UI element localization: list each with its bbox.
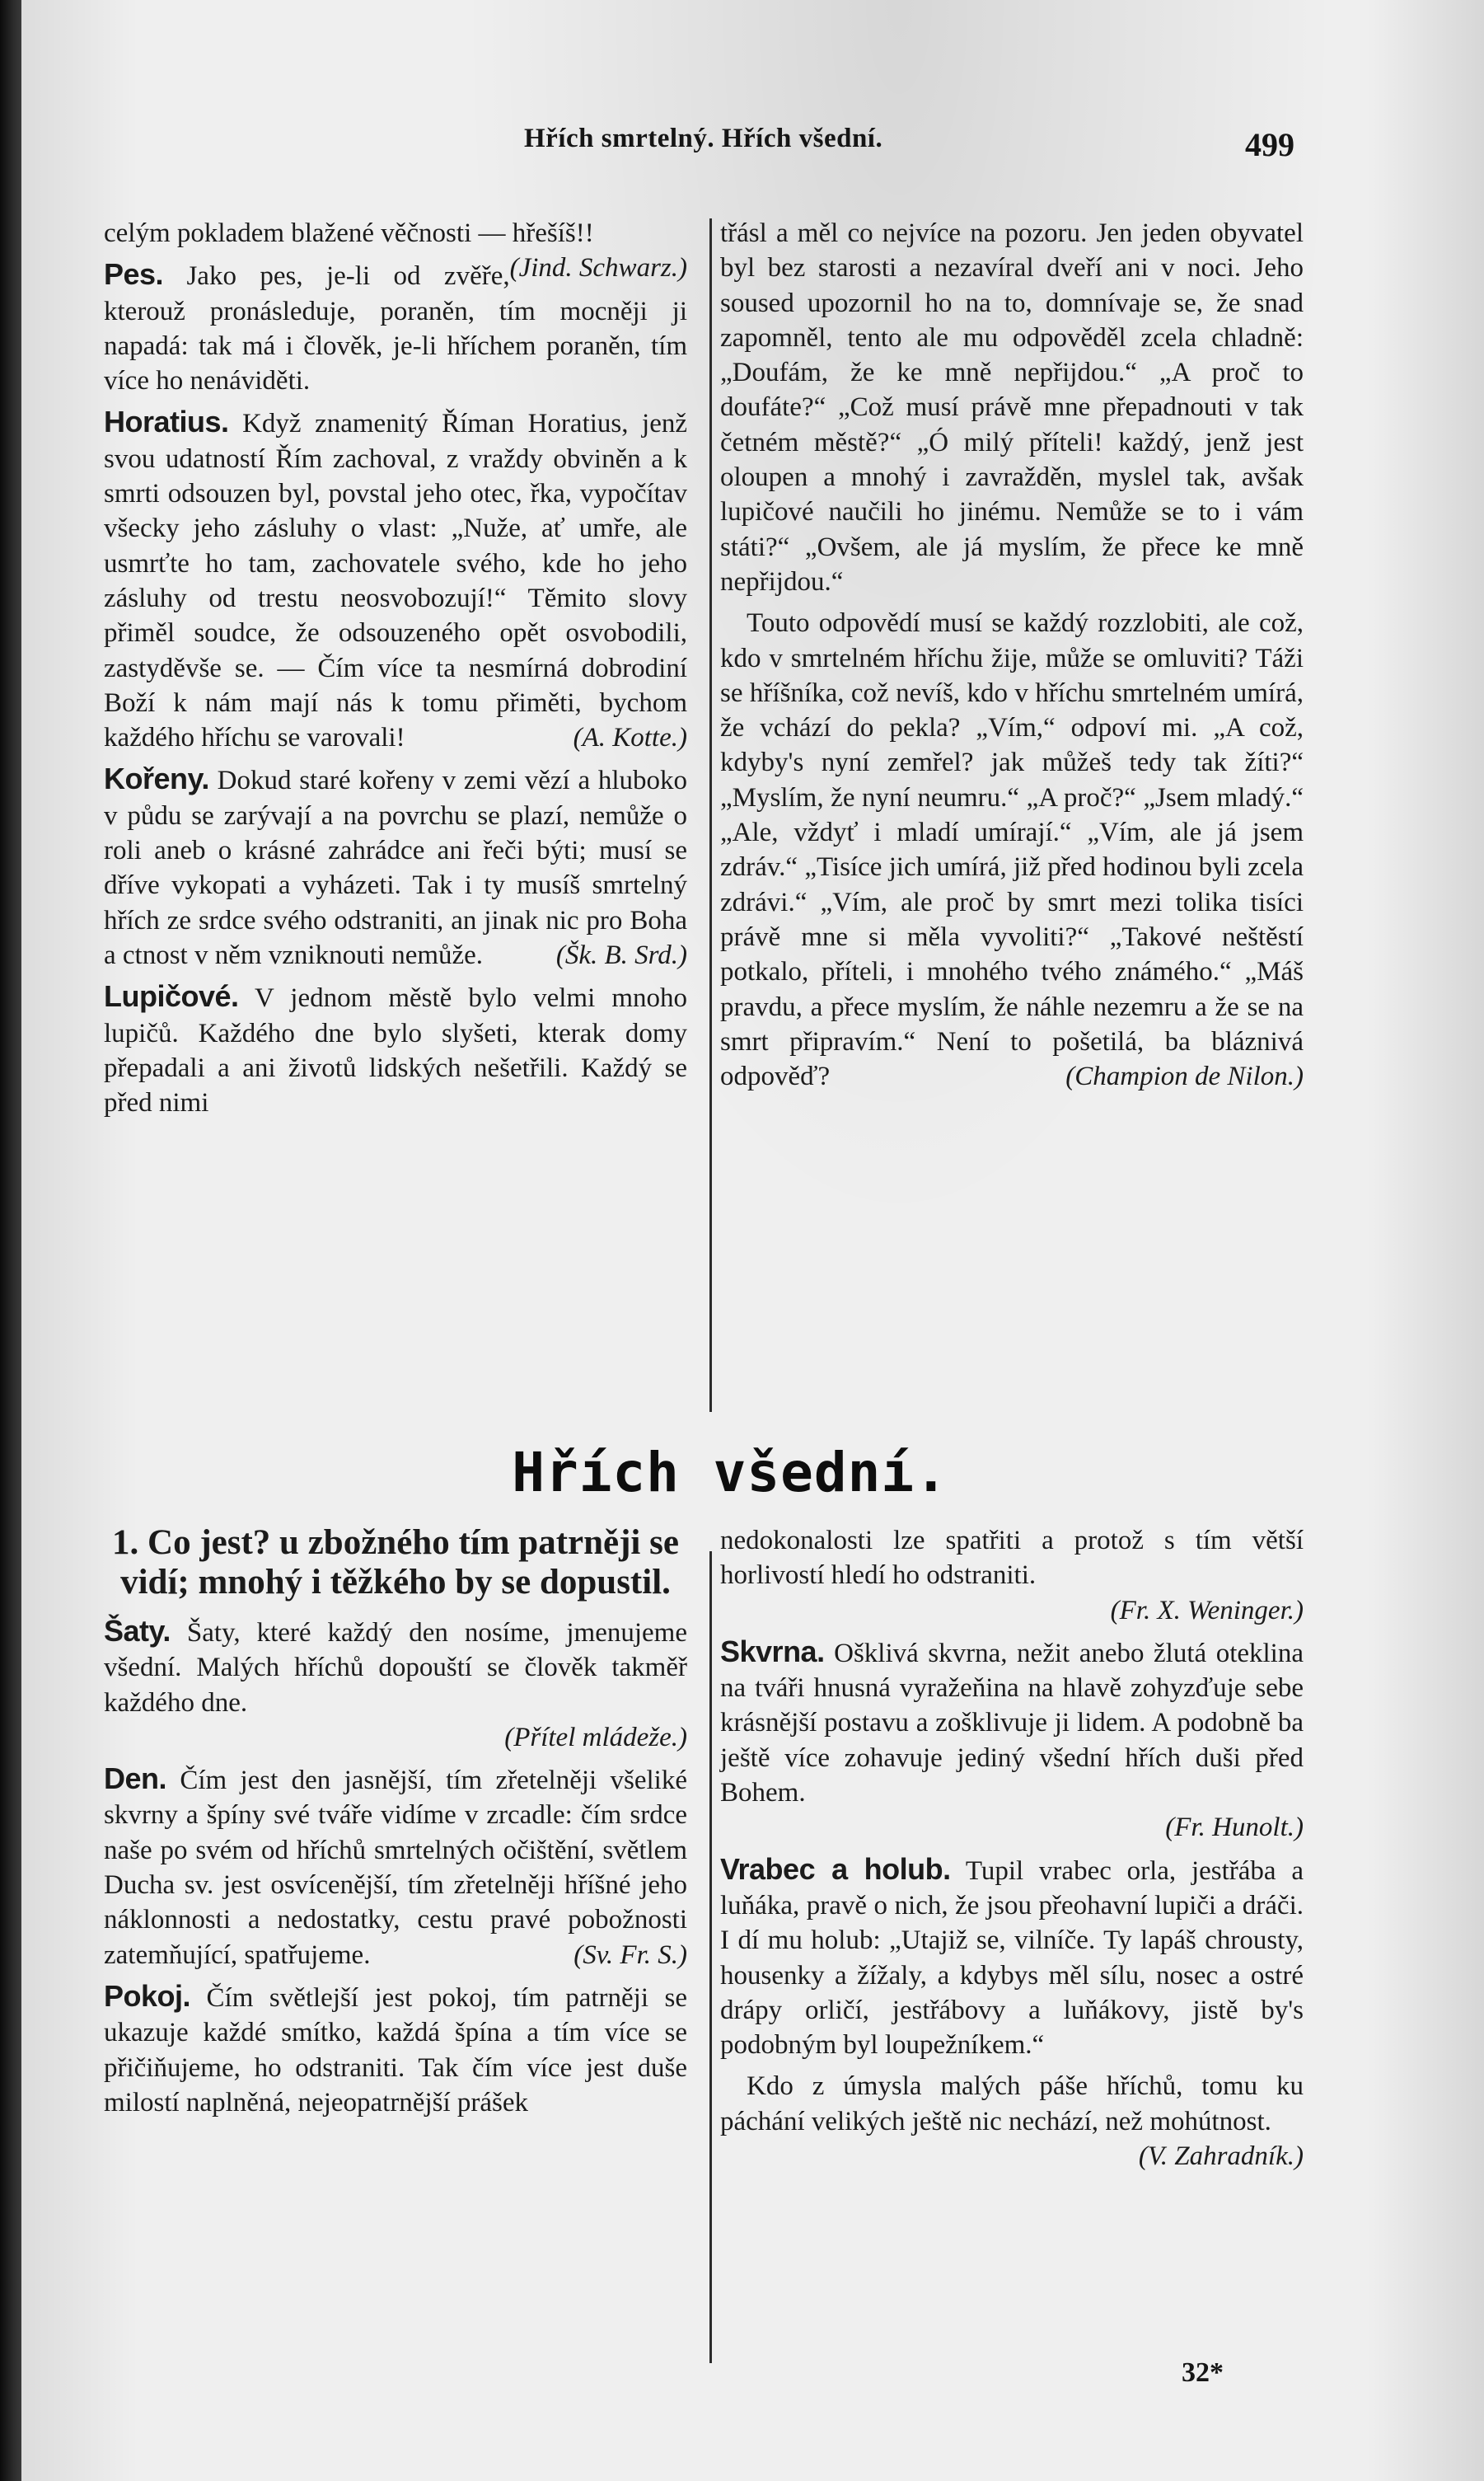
keyword: Lupičové. xyxy=(104,979,239,1014)
keyword: Kořeny. xyxy=(104,762,209,796)
paragraph-vrabec: Vrabec a holub. Tupil vrabec orla, jestřába a luňáka, pravě o nich, že jsou přeohavní lupiči a dráči. I dí mu holub: „Utajiž se, vilníče. Ty lapáš chrousty, housenky a žížaly, a kdybys měl sílu, nosec a ostré drápy orličí, jestřábovy a luňákovy, jistě by's podobným byl loupežníkem.“ xyxy=(720,1851,1304,2061)
paragraph-continued: třásl a měl co nejvíce na pozoru. Jen jeden obyvatel byl bez starosti a nezavíral dveří ani v noci. Jeho soused upozornil ho na to, domnívaje se, že snad zapomněl, tento ale mu odpověděl zcela chladně: „Doufám, že ke mně nepřijdou.“ „A proč to doufáte?“ „Což musí právě mne přepadnouti v tak četném městě?“ „Ó milý příteli! každý, jenž jest oloupen a mnohý i zavražděn, myslel tak, avšak lupičové naučili ho jinému. Nemůže se to i vám státi?“ „Ovšem, ale já myslím, že přece ke mně nepřijdou.“ xyxy=(720,218,1304,597)
paragraph-odpoved: Touto odpovědí musí se každý rozzlobiti, ale což, kdo v smrtelném hříchu žije, může se omluviti? Táži se hříšníka, což nevíš, kdo v hříchu smrtelném umírá, že vchází do pekla? „Vím,“ odpoví mi. „A což, kdyby's nyní zemřel? jak můžeš tedy tak žíti?“ „Myslím, že nyní neumru.“ „A proč?“ „Jsem mladý.“ „Ale, vždyť i mladí umírají.“ „Vím, ale já jsem zdráv.“ „Tisíce jich umírá, již před hodinou byli zcela zdrávi.“ „Vím, ale proč by smrt mezi tolika tisíci právě mne si měla vyvoliti?“ „Takové neštěstí potkalo, příteli, i mnohého tvého známého.“ „Máš pravdu, a přece myslím, že náhle nezemru a že se na smrt připravím.“ Není to pošetilá, ba bláznivá odpověď? (Champion de Nilon.) xyxy=(720,606,1304,1094)
keyword: Šaty. xyxy=(104,1614,171,1648)
paragraph-horatius: Horatius. Když znamenitý Říman Horatius, jenž svou udatností Řím zachoval, z vraždy obviněn a k smrti odsouzen byl, povstal jeho otec, řka, vypočítav všecky jeho zásluhy o vlast: „Nuže, ať umře, ale usmrťte ho tam, zachovatele svého, kde ho jeho zásluhy od trestu neosvobozují!“ Těmito slovy přiměl soudce, že odsouzeného opět osvobodili, zastyděvše se. — Čím více ta nesmírná dobrodiní Boží k nám mají nás k tomu přiměti, bychom každého hříchu se varovali! (A. Kotte.) xyxy=(104,405,687,755)
source-citation: (A. Kotte.) xyxy=(573,723,687,753)
source-citation: (Fr. Hunolt.) xyxy=(1165,1813,1304,1843)
bottom-left-column xyxy=(104,1523,687,2120)
paragraph-pes: Pes. Jako pes, je-li od zvěře, kterouž pronásleduje, poraněn, tím mocněji ji napadá: tak má i člověk, je-li hříchem poraněn, tím více ho nenáviděti. xyxy=(104,257,687,396)
keyword: Horatius. xyxy=(104,405,229,439)
paragraph-saty: Šaty. Šaty, které každý den nosíme, jmenujeme všední. Malých hříchů dopouští se člověk takměř každého dne. (Přítel mládeže.) xyxy=(104,1614,687,1755)
paragraph-skvrna: Skvrna. Ošklivá skvrna, nežit anebo žlutá oteklina na tváři hnusná vyražeňina na hlavě zohyzďuje sebe krásnější postavu a zošklivuje ji lidem. A podobně ba ještě více zohavuje jediný všední hřích duši před Bohem. (Fr. Hunolt.) xyxy=(720,1634,1304,1846)
source-citation: (Sv. Fr. S.) xyxy=(573,1939,687,1970)
source-citation: (Přítel mládeže.) xyxy=(504,1722,687,1752)
paragraph-intro: celým pokladem blažené věčnosti — hřešíš!! (Jind. Schwarz.) xyxy=(104,216,687,251)
top-right-column xyxy=(720,216,1304,1094)
keyword: Skvrna. xyxy=(720,1634,825,1668)
paragraph-koreny: Kořeny. Dokud staré kořeny v zemi vězí a hluboko v půdu se zarývají a na povrchu se plazí, nemůže o roli aneb o krásné zahrádce ani řeči býti; musí se dříve vykopati a vyházeti. Tak i ty musíš smrtelný hřích ze srdce svého odstraniti, an jinak nic pro Boha a ctnost v něm vzniknouti nemůže. (Šk. B. Srd.) xyxy=(104,762,687,973)
keyword: Vrabec a holub. xyxy=(720,1851,951,1886)
source-citation: (Fr. X. Weninger.) xyxy=(1110,1595,1304,1625)
keyword: Den. xyxy=(104,1761,167,1796)
column-divider-lower xyxy=(709,1551,712,2363)
signature-mark: 32* xyxy=(1182,2357,1224,2388)
bottom-right-column xyxy=(720,1523,1304,2174)
paragraph-lupicove: Lupičové. V jednom městě bylo velmi mnoho lupičů. Každého dne bylo slyšeti, kterak domy přepadali a ani životů lidských nešetřili. Každý se před nimi xyxy=(104,979,687,1119)
paragraph-closing: Kdo z úmysla malých páše hříchů, tomu ku páchání velikých ještě nic nechází, než mohútnost. (V. Zahradník.) xyxy=(720,2069,1304,2139)
subsection-heading: 1. Co jest? u zbožného tím patrněji se vidí; mnohý i těžkého by se dopustil. xyxy=(112,1523,679,1602)
page-number: 499 xyxy=(1245,126,1294,163)
column-divider xyxy=(709,218,712,1412)
running-title: Hřích smrtelný. Hřích všední. xyxy=(524,124,883,153)
source-citation: (Šk. B. Srd.) xyxy=(555,940,687,970)
book-page xyxy=(21,0,1484,2481)
keyword: Pokoj. xyxy=(104,1978,191,2013)
book-gutter-shadow xyxy=(0,0,21,2481)
paragraph-den: Den. Čím jest den jasnější, tím zřetelněji všeliké skvrny a špíny své tváře vidíme v zrcadle: čím srdce naše po svém od hříchů smrtelných očištění, světlem Ducha sv. jest osvícenější, tím zřetelněji hříšné jeho náklonnosti a nedostatky, cestu pravé pobožnosti zatemňující, spatřujeme. (Sv. Fr. S.) xyxy=(104,1761,687,1972)
keyword: Pes. xyxy=(104,257,164,292)
section-title: Hřích všední. xyxy=(512,1441,948,1504)
source-citation: (Champion de Nilon.) xyxy=(1065,1062,1304,1092)
paragraph-pokoj: Pokoj. Čím světlejší jest pokoj, tím patrněji se ukazuje každé smítko, každá špína a tím více se přičiňujeme, ho odstraniti. Tak čím více jest duše milostí naplněná, nejeopatrnější prášek xyxy=(104,1978,687,2118)
paragraph-continued-lower: nedokonalosti lze spatřiti a protož s tím větší horlivostí hledí ho odstraniti. (Fr. X. Weninger.) xyxy=(720,1523,1304,1628)
source-citation: (Jind. Schwarz.) xyxy=(509,253,687,284)
top-left-column xyxy=(104,216,687,1120)
source-citation: (V. Zahradník.) xyxy=(1138,2141,1304,2172)
